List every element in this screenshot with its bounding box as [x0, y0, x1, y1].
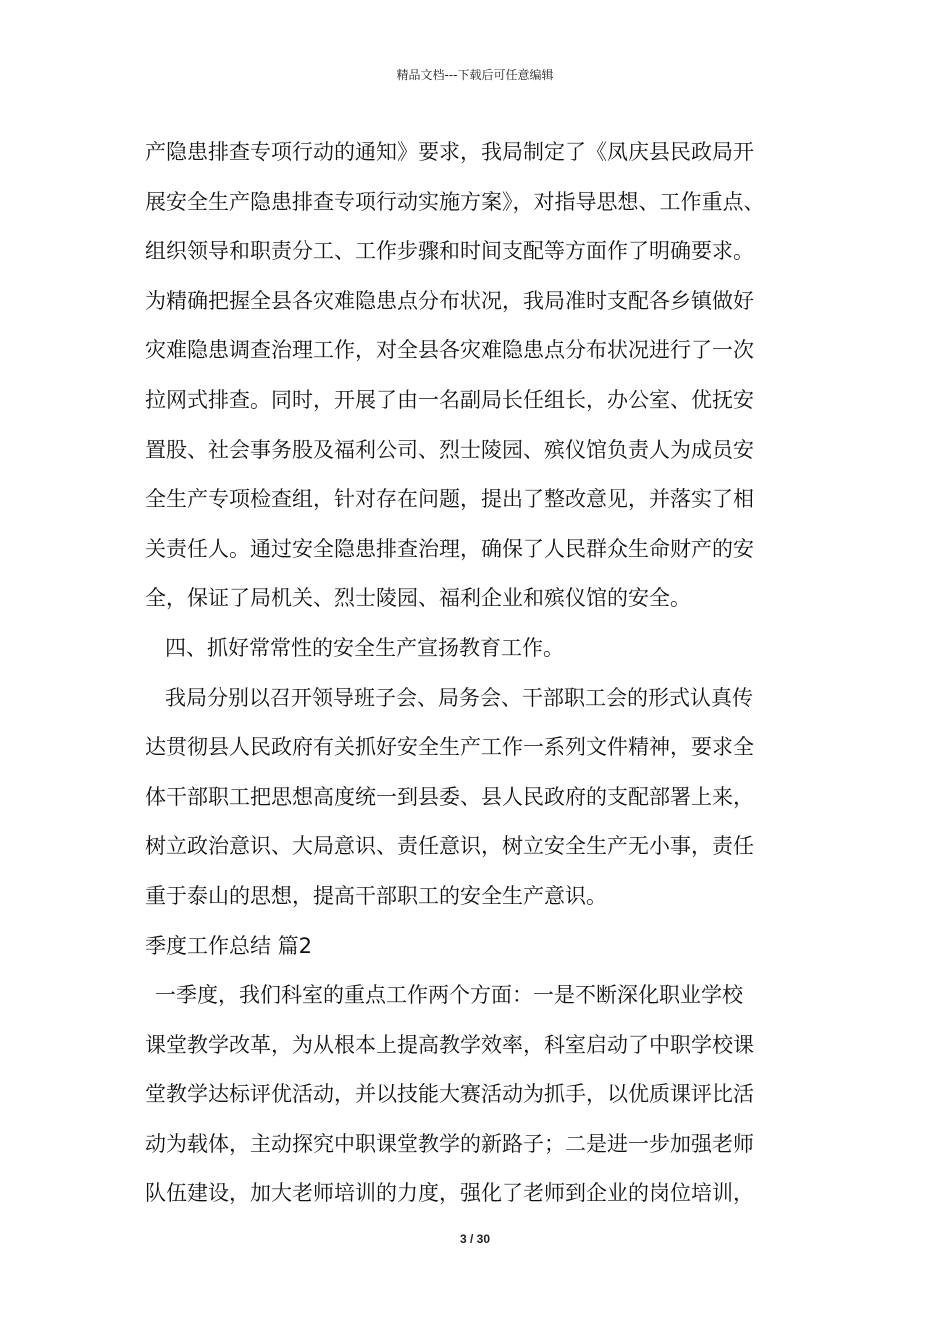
page-header: 精品文档---下载后可任意编辑	[396, 68, 554, 82]
body-line: 体干部职工把思想高度统一到县委、县人民政府的支配部署上来，	[145, 784, 754, 809]
body-line: 产隐患排查专项行动的通知》要求，我局制定了《凤庆县民政局开	[145, 140, 754, 164]
body-line: 组织领导和职责分工、工作步骤和时间支配等方面作了明确要求。	[145, 239, 754, 264]
body-line: 一季度，我们科室的重点工作两个方面：一是不断深化职业学校	[155, 983, 743, 1008]
body-line: 全生产专项检查组，针对存在问题，提出了整改意见，并落实了相	[145, 487, 754, 512]
page-number: 3 / 30	[459, 1232, 491, 1246]
body-line: 堂教学达标评优活动，并以技能大赛活动为抓手，以优质课评比活	[145, 1082, 754, 1107]
body-line: 全，保证了局机关、烈士陵园、福利企业和殡仪馆的安全。	[145, 586, 691, 611]
section-heading: 四、抓好常常性的安全生产宣扬教育工作。	[165, 635, 564, 660]
body-line: 为精确把握全县各灾难隐患点分布状况，我局准时支配各乡镇做好	[145, 288, 754, 313]
document-body	[145, 128, 825, 1219]
body-line: 重于泰山的思想，提高干部职工的安全生产意识。	[145, 883, 607, 908]
body-line: 拉网式排查。同时，开展了由一名副局长任组长，办公室、优抚安	[145, 387, 754, 412]
body-line: 置股、社会事务股及福利公司、烈士陵园、殡仪馆负责人为成员安	[145, 437, 754, 462]
body-line: 课堂教学改革，为从根本上提高教学效率，科室启动了中职学校课	[145, 1032, 754, 1057]
body-line: 展安全生产隐患排查专项行动实施方案》，对指导思想、工作重点、	[145, 189, 765, 214]
body-line: 动为载体，主动探究中职课堂教学的新路子；二是进一步加强老师	[145, 1131, 754, 1156]
article-title: 季度工作总结 篇2	[145, 933, 313, 958]
body-line: 关责任人。通过安全隐患排查治理，确保了人民群众生命财产的安	[145, 536, 754, 561]
body-line: 我局分别以召开领导班子会、局务会、干部职工会的形式认真传	[165, 685, 753, 710]
body-line: 灾难隐患调查治理工作，对全县各灾难隐患点分布状况进行了一次	[145, 338, 754, 363]
body-line: 达贯彻县人民政府有关抓好安全生产工作一系列文件精神，要求全	[145, 735, 754, 760]
body-line: 队伍建设，加大老师培训的力度，强化了老师到企业的岗位培训，	[145, 1181, 754, 1206]
body-line: 树立政治意识、大局意识、责任意识，树立安全生产无小事，责任	[145, 834, 754, 859]
